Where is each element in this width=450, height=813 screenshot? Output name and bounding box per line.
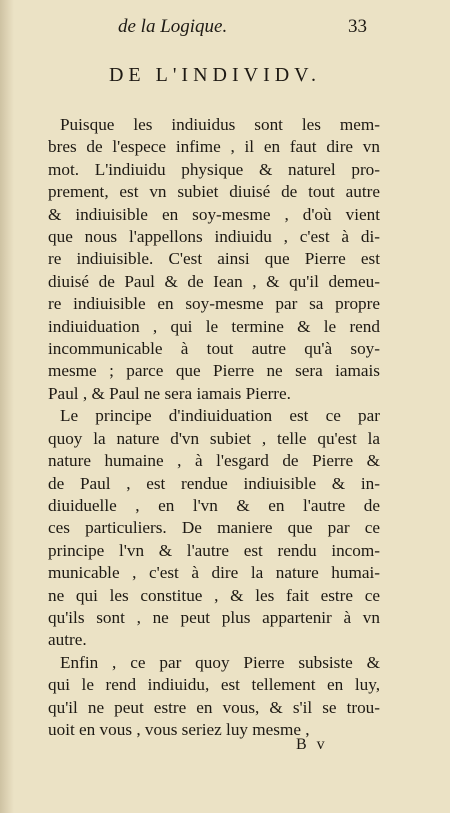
text-line: quoy la nature d'vn subiet , telle qu'est la [48, 428, 380, 448]
text-line: Paul , & Paul ne sera iamais Pierre. [48, 383, 291, 403]
text-line: Puisque les indiuidus sont les mem- [60, 115, 380, 134]
text-line: re indiuisible en soy-mesme par sa propre [48, 294, 380, 314]
paragraph [48, 405, 380, 651]
text-line: diuisé de Paul & de Iean , & qu'il demeu- [48, 271, 380, 291]
page-number: 33 [348, 16, 367, 37]
text-line: Enfin , ce par quoy Pierre subsiste & [60, 652, 380, 672]
paragraph [48, 652, 380, 742]
text-line: municable , c'est à dire la nature humai- [48, 563, 380, 583]
text-line: prement, est vn subiet diuisé de tout autre [48, 182, 380, 202]
text-line: re indiuisible. C'est ainsi que Pierre est [48, 249, 380, 269]
chapter-title: DE L'INDIVIDV. [108, 64, 322, 86]
text-line: qui le rend indiuidu, est tellement en luy, [48, 675, 380, 695]
text-line: ces particuliers. De maniere que par ce [48, 518, 380, 538]
text-line: & indiuisible en soy-mesme , d'où vient [48, 204, 380, 224]
text-line: uoit en vous , vous seriez luy mesme , [48, 719, 310, 739]
text-line: que nous l'appellons indiuidu , c'est à di- [48, 227, 380, 247]
text-line: principe l'vn & l'autre est rendu incom- [48, 540, 380, 560]
text-line: mot. L'indiuidu physique & naturel pro- [48, 159, 380, 179]
text-line: incommunicable à tout autre qu'à soy- [48, 339, 380, 359]
paragraph [48, 114, 380, 405]
running-head: de la Logique. [118, 16, 228, 37]
text-line: diuiduelle , en l'vn & en l'autre de [48, 495, 380, 515]
body-text [48, 114, 380, 741]
text-line: qu'il ne peut estre en vous, & s'il se trou- [48, 697, 380, 717]
text-line: indiuiduation , qui le termine & le rend [48, 316, 380, 336]
text-line: autre. [48, 630, 87, 650]
text-line: Le principe d'indiuiduation est ce par [60, 406, 380, 426]
catchword: B v [296, 736, 328, 753]
text-line: de Paul , est rendue indiuisible & in- [48, 473, 380, 493]
text-line: bres de l'espece infime , il en faut dire vn [48, 137, 380, 157]
text-line: nature humaine , à l'esgard de Pierre & [48, 451, 380, 471]
text-line: mesme ; parce que Pierre ne sera iamais [48, 361, 380, 381]
text-line: qu'ils sont , ne peut plus appartenir à vn [48, 607, 380, 627]
text-line: ne qui les constitue , & les fait estre ce [48, 585, 380, 605]
